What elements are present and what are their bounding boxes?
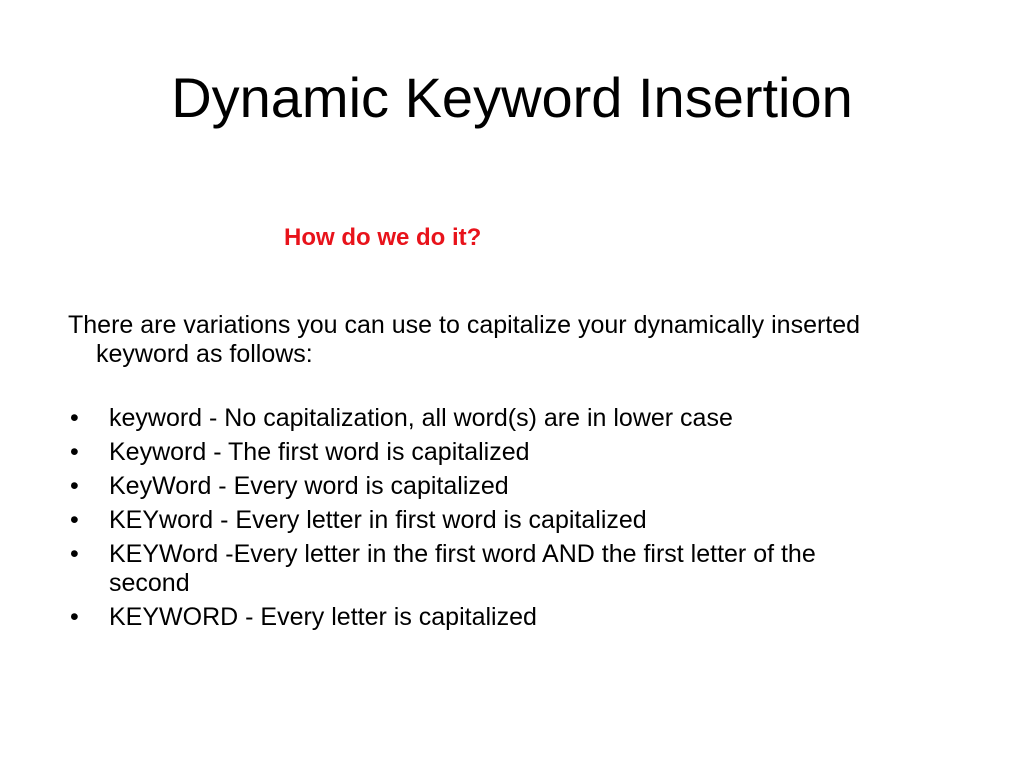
bullet-item [68, 472, 888, 501]
bullet-dot: • [70, 404, 79, 432]
slide-subtitle: How do we do it? [284, 224, 482, 251]
bullet-text: KEYWord -Every letter in the first word AND the first letter of the second [109, 540, 816, 597]
bullet-dot: • [70, 603, 79, 631]
bullet-item [68, 540, 888, 598]
bullet-item [68, 506, 888, 535]
slide-title: Dynamic Keyword Insertion [171, 66, 853, 129]
bullet-text: KEYword - Every letter in first word is capitalized [109, 506, 647, 534]
bullet-dot: • [70, 506, 79, 534]
bullet-list [68, 404, 888, 637]
bullet-item [68, 603, 888, 632]
bullet-text: Keyword - The first word is capitalized [109, 438, 530, 466]
bullet-text: keyword - No capitalization, all word(s) are in lower case [109, 404, 733, 432]
bullet-dot: • [70, 540, 79, 568]
bullet-text: KeyWord - Every word is capitalized [109, 472, 509, 500]
bullet-item [68, 404, 888, 433]
bullet-dot: • [70, 438, 79, 466]
bullet-text: KEYWORD - Every letter is capitalized [109, 603, 537, 631]
bullet-dot: • [70, 472, 79, 500]
intro-paragraph: There are variations you can use to capitalize your dynamically inserted keyword as follows: [68, 311, 861, 368]
bullet-item [68, 438, 888, 467]
